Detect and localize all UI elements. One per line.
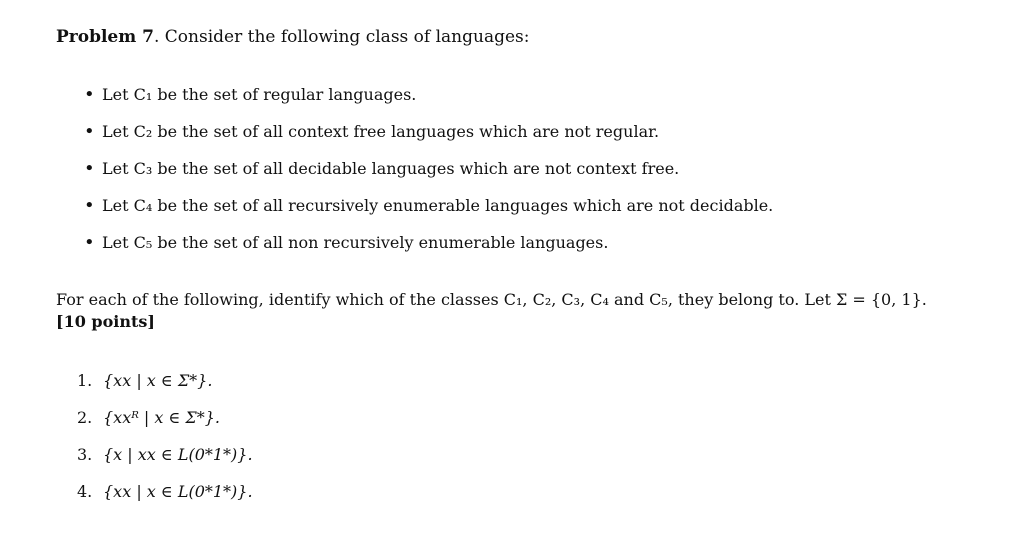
class-definition-text: Let C₁ be the set of regular languages. <box>102 85 417 104</box>
points-label: [10 points] <box>56 312 155 331</box>
list-item <box>77 481 253 518</box>
item-expression: {x | xx ∈ L(0*1*)}. <box>103 445 253 464</box>
list-item <box>77 370 253 407</box>
item-number: 3. <box>77 445 93 464</box>
list-item <box>77 407 253 444</box>
bullet-icon: • <box>84 84 95 105</box>
item-expression: {xx | x ∈ L(0*1*)}. <box>103 482 253 501</box>
class-definition-text: Let C₂ be the set of all context free languages which are not regular. <box>102 122 660 141</box>
instruction-text: For each of the following, identify which of the classes C₁, C₂, C₃, C₄ and C₅, they belong to. Let Σ = {0, 1}. <box>56 290 927 309</box>
problem-heading <box>56 26 529 48</box>
class-definition-list <box>84 84 773 269</box>
list-item <box>77 444 253 481</box>
item-number: 2. <box>77 408 93 427</box>
bullet-icon: • <box>84 195 95 216</box>
item-expression: {xx | x ∈ Σ*}. <box>103 371 213 390</box>
class-definition-text: Let C₄ be the set of all recursively enumerable languages which are not decidable. <box>102 196 774 215</box>
bullet-icon: • <box>84 158 95 179</box>
class-definition-text: Let C₅ be the set of all non recursively enumerable languages. <box>102 233 609 252</box>
instruction-paragraph <box>56 289 927 333</box>
problem-label: Problem 7 <box>56 27 154 47</box>
item-number: 1. <box>77 371 93 390</box>
item-expression: {xxᴿ | x ∈ Σ*}. <box>103 408 220 427</box>
class-definition-text: Let C₃ be the set of all decidable languages which are not context free. <box>102 159 680 178</box>
list-item <box>84 84 773 121</box>
list-item <box>84 232 773 269</box>
list-item <box>84 121 773 158</box>
problem-intro: . Consider the following class of languages: <box>153 27 530 47</box>
question-list <box>77 370 253 518</box>
list-item <box>84 195 773 232</box>
list-item <box>84 158 773 195</box>
bullet-icon: • <box>84 232 95 253</box>
bullet-icon: • <box>84 121 95 142</box>
item-number: 4. <box>77 482 93 501</box>
